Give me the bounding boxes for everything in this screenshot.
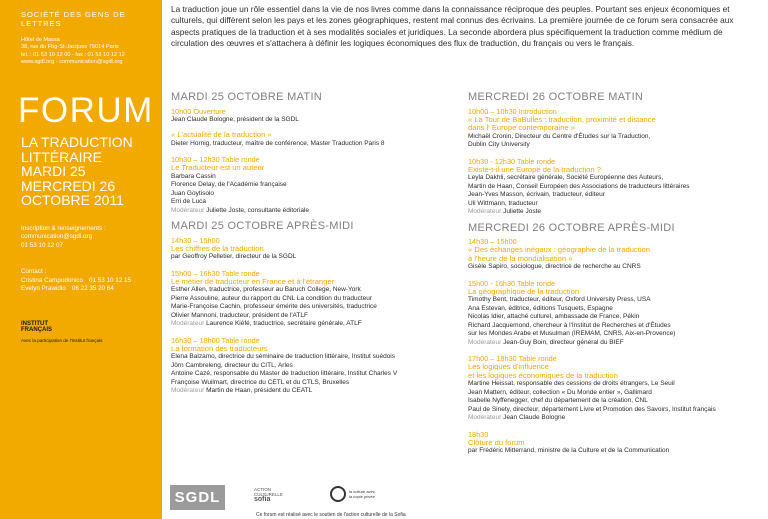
speaker-line: Pierre Assouline, auteur du rapport du CNL La condition du traducteur — [171, 294, 373, 302]
logo-line: la culture avec — [349, 489, 375, 494]
speaker-line: Nicolas Idier, attaché culturel, ambassade de France, Pékin — [468, 313, 640, 320]
address-line: 38, rue du Fbg-St-Jacques 75014 Paris — [21, 44, 119, 51]
info-line: Inscription & renseignements : — [21, 225, 106, 232]
session-type: Table ronde — [221, 155, 260, 164]
copie-privee-logo — [349, 490, 375, 499]
speaker-line: Ana Estevan, éditrice, éditions Tusquets, Espagne — [468, 304, 613, 312]
speaker-line: Erri de Luca — [171, 198, 207, 205]
session-title: « La Tour de BaBulles : traduction, proximité et distance — [468, 114, 656, 124]
sponsor-note: Ce forum est réalisé avec le soutien de l'action culturelle de la Sofia — [256, 512, 406, 518]
moderator-label: Modérateur — [171, 387, 205, 394]
speaker-line: Jean-Yves Masson, écrivain, traducteur, éditeur — [468, 191, 605, 198]
moderator-line — [468, 208, 763, 217]
program-section — [468, 93, 763, 217]
moderator-line — [468, 339, 763, 348]
institut-francais-logo — [21, 321, 52, 334]
speaker-line: par Frédéric Mitterrand, ministre de la Culture et de la Communication — [468, 447, 670, 454]
section-heading: MARDI 25 OCTOBRE MATIN — [171, 91, 323, 103]
session-time: 14h30 – 15h00 — [171, 235, 220, 245]
registration-email[interactable]: communication@sgdl.org — [21, 233, 93, 241]
speaker-line: Jean Mattern, éditeur, collection « Du Monde entier », Gallimard — [468, 388, 652, 396]
session-type: Table ronde — [516, 156, 556, 166]
logo-line: ACTION — [254, 487, 272, 492]
speaker-line: Olivier Mannoni, traducteur, président de l'ATLF — [171, 311, 308, 319]
speaker-line: par Geoffroy Pelletier, directeur de la SGDL — [171, 253, 297, 260]
logo-line: la copie privée — [349, 493, 375, 499]
session-time: 16h30 – 18h00 — [171, 335, 220, 345]
moderator-label: Modérateur — [468, 338, 502, 346]
section-heading: MARDI 25 OCTOBRE APRÈS-MIDI — [171, 220, 354, 232]
moderator-line — [171, 387, 456, 396]
contact-name: Cristina Campodonico — [21, 276, 83, 284]
speaker-line: Dublin City University — [468, 141, 530, 148]
session-block — [171, 107, 456, 125]
copie-privee-logo-icon — [330, 486, 346, 502]
speaker-line: Gisèle Sapiro, sociologue, directrice de recherche au CNRS — [468, 263, 641, 270]
speaker-line: Juan Goytisolo — [171, 189, 214, 197]
speaker-line: Martin de Haan, Conseil Européen des Associations de traducteurs littéraires — [468, 182, 690, 190]
moderator-name: Jean-Guy Boin, directeur général du BIEF — [503, 338, 624, 346]
session-block — [468, 237, 763, 272]
intro-paragraph: La traduction joue un rôle essentiel dans la vie de nos livres comme dans la connaissance réciproque des peuples. Pourtant ses enjeux économiques et culturels, qui diffèrent selon les pays et les zones géographiques, restent mal connus des écrivains. La première journée de ce forum sera consacrée aux aspects pratiques de la traduction et à ses modalités sociales et juridiques. La seconde abordera plus spécifiquement la traduction comme médium de circulation des œuvres et s'attachera à définir les logiques économiques des flux de traduction, du français ou vers le français. — [171, 4, 734, 48]
session-block — [468, 430, 763, 456]
session-block — [468, 279, 763, 348]
speaker-line: Françoise Wuilmart, directrice du CETL et du CTLS, Bruxelles — [171, 378, 350, 386]
speaker-line: Leyla Dakhli, secrétaire générale, Société Européenne des Auteurs, — [468, 174, 664, 181]
session-title: La formation des traducteurs — [171, 343, 268, 353]
logo-line: INSTITUT — [21, 321, 48, 327]
session-type: Introduction — [518, 106, 557, 116]
sgdl-logo: SGDL — [170, 485, 225, 510]
session-title: et les logiques économiques de la traduction — [468, 370, 618, 380]
session-block — [468, 157, 763, 217]
speaker-line: Michaël Cronin, Directeur du Centre d'Études sur la Traduction, — [468, 132, 651, 140]
session-block — [468, 354, 763, 423]
sidebar — [0, 0, 162, 519]
speaker-line: Timothy Bent, traducteur, éditeur, Oxford University Press, USA — [468, 296, 651, 303]
contact-phone: 06 22 35 20 64 — [71, 285, 114, 293]
title-line: MARDI 25 — [21, 163, 86, 180]
moderator-line — [171, 320, 456, 329]
section-heading: MERCREDI 26 OCTOBRE MATIN — [468, 91, 644, 103]
session-time: 15h00 - 16h30 — [468, 278, 516, 288]
address-line: tel. : 01 53 10 12 00 - fax : 01 53 10 12 12 — [21, 51, 125, 58]
session-title: Le métier de traducteur en France et à l'étranger — [171, 276, 335, 286]
session-time: 10h30 – 12h30 — [171, 155, 220, 164]
title-line: LA TRADUCTION — [21, 134, 133, 150]
moderator-line — [171, 207, 456, 216]
session-block — [171, 131, 456, 148]
session-type: Table ronde — [221, 335, 260, 345]
moderator-name: Laurence Kiéfé, traductrice, secrétaire générale, ATLF — [206, 320, 362, 327]
session-type: Table ronde — [518, 354, 557, 363]
speaker-line: Antoine Cazé, responsable du Master de traduction littéraire, Institut Charles V — [171, 370, 398, 377]
session-title: Les logiques d'influence — [468, 362, 549, 371]
session-title: Les chiffres de la traduction — [171, 243, 264, 253]
session-title: dans l' Europe contemporaine » — [468, 123, 575, 132]
program-column-wednesday — [468, 90, 763, 463]
contact-block — [21, 268, 131, 294]
speaker-line: sur les Mondes Arabe et Musulman (IREMAM, CNRS, Aix-en-Provence) — [468, 330, 676, 337]
moderator-name: Juliette Joste, consultante éditoriale — [206, 206, 310, 214]
moderator-label: Modérateur — [171, 206, 205, 214]
program-section — [171, 222, 456, 396]
institut-note: Avec la participation de l'Institut français — [21, 338, 103, 343]
contact-row — [21, 285, 131, 294]
title-line: LITTÉRAIRE — [21, 148, 102, 165]
session-block — [171, 155, 456, 215]
speaker-line: Florence Delay, de l'Académie française — [171, 181, 287, 188]
registration-phone: 01 53 10 12 07 — [21, 241, 64, 249]
address-line: Hôtel de Massa — [21, 37, 60, 43]
logo-line: sofia — [254, 496, 271, 503]
session-title: Existe-t-il une Europe de la traduction ? — [468, 164, 601, 174]
program-column-tuesday — [171, 90, 456, 403]
speaker-line: Esther Allen, traductrice, professeur au Baruch College, New-York — [171, 286, 361, 293]
session-type: Table ronde — [221, 268, 260, 278]
address-line: www.sgdl.org - communication@sgdl.org — [21, 59, 123, 66]
session-title: La géographique de la traduction — [468, 286, 580, 296]
speaker-line: Elena Balzamo, directrice du séminaire de traduction littéraire, Institut suédois — [171, 353, 395, 360]
forum-heading: FORUM — [18, 91, 154, 130]
contact-phone: 01 53 10 12 15 — [88, 276, 131, 284]
speaker-line: Isabelle Nyffenegger, chef du département de la création, CNL — [468, 397, 648, 404]
contact-label: Contact : — [21, 268, 47, 275]
session-time-row — [171, 107, 456, 116]
session-block — [468, 107, 763, 150]
sofia-logo — [254, 487, 283, 502]
footer — [162, 478, 462, 519]
speaker-line: Marie-Françoise Cachin, professeur émérite des universités, traductrice — [171, 303, 377, 310]
session-title: Clôture du forum — [468, 437, 525, 447]
session-block — [171, 269, 456, 329]
session-time: 10h00 – 10h30 — [468, 106, 517, 116]
logo-line: FRANÇAIS — [21, 327, 52, 334]
session-block — [171, 336, 456, 396]
moderator-name: Jean Claude Bologne — [503, 414, 566, 421]
session-time: 10h30 - 12h30 — [468, 156, 516, 166]
contact-name: Evelyn Prawidlo — [21, 285, 66, 293]
section-heading: MERCREDI 26 OCTOBRE APRÈS-MIDI — [468, 221, 675, 234]
moderator-label: Modérateur — [468, 208, 502, 215]
program-section — [468, 221, 763, 456]
moderator-label: Modérateur — [468, 414, 502, 421]
event-title — [21, 135, 133, 208]
speaker-line: Jean Claude Bologne, président de la SGDL — [171, 115, 299, 123]
moderator-label: Modérateur — [171, 320, 205, 327]
session-type: Ouverture — [193, 106, 226, 116]
speaker-line: Uli Wittmann, traducteur — [468, 199, 538, 207]
program-section — [171, 93, 456, 215]
title-line: OCTOBRE 2011 — [21, 192, 124, 209]
session-time: 17h00 – 18h30 — [468, 354, 517, 363]
speaker-line: Richard Jacquemond, chercheur à l'Institut de Recherches et d'Études — [468, 321, 671, 329]
session-time: 18h30 — [468, 429, 489, 439]
org-name: SOCIÉTÉ DES GENS DE LETTRES — [21, 10, 126, 28]
registration-info — [21, 225, 106, 250]
title-line: MERCREDI 26 — [21, 177, 116, 194]
session-title: « Des échanges inégaux : géographie de la traduction — [468, 245, 650, 254]
session-block — [171, 236, 456, 262]
session-time: 15h00 – 16h30 — [171, 268, 220, 278]
session-title: Le Traducteur est un auteur — [171, 163, 265, 172]
speaker-line: Dieter Hornig, traducteur, maître de conférence, Master Traduction Paris 8 — [171, 139, 385, 147]
moderator-name: Martin de Haan, président du CEATL — [206, 387, 313, 394]
logo-line: CULTURELLE — [254, 492, 283, 497]
session-time: 10h00 — [171, 106, 192, 116]
session-time: 14h30 – 15h00 — [468, 237, 517, 246]
session-type: Table ronde — [516, 278, 556, 288]
speaker-line: Jörn Cambreleng, directeur du CITL, Arles — [171, 361, 293, 369]
contact-row — [21, 277, 131, 286]
session-title: à l'heure de la mondialisation » — [468, 253, 573, 263]
speaker-line: Paul de Sinety, directeur, département Livre et Promotion des Savoirs, Institut français — [468, 405, 716, 413]
moderator-line — [468, 414, 763, 423]
org-address — [21, 37, 125, 67]
speaker-line: Martine Heissat, responsable des cessions de droits étrangers, Le Seuil — [468, 380, 675, 387]
session-title: « L'actualité de la traduction » — [171, 130, 272, 139]
speaker-line: Barbara Cassin — [171, 172, 216, 180]
moderator-name: Juliette Joste — [503, 208, 541, 215]
